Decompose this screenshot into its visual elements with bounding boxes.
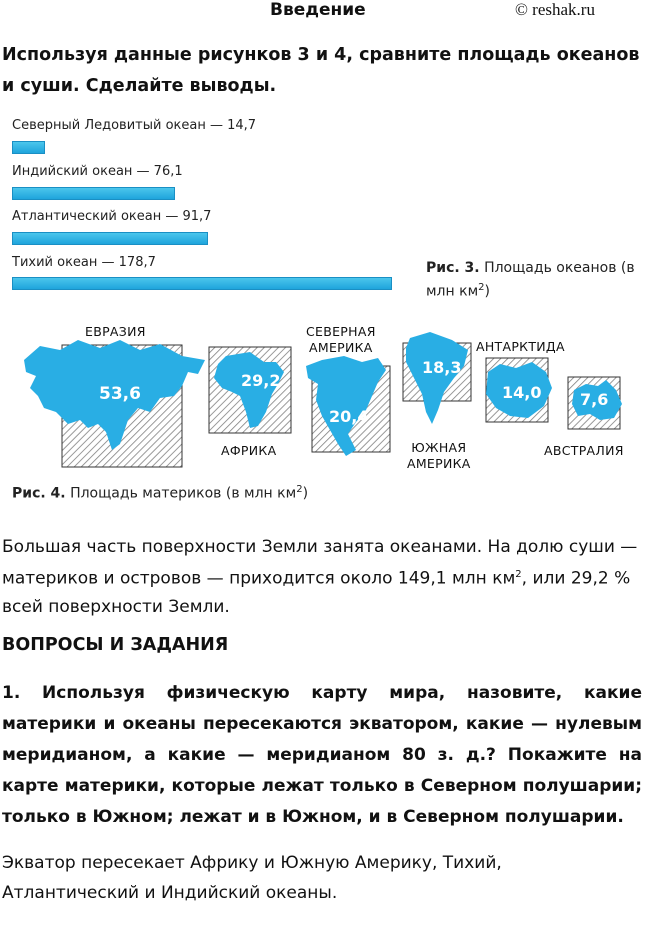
figure-4-caption-sup: 2 (296, 484, 303, 495)
continent-label-south-america-line2: АМЕРИКА (407, 456, 471, 471)
page-header-title: Введение (270, 0, 366, 20)
answer-1-sup: 2 (515, 569, 522, 580)
continent-value-australia: 7,6 (580, 390, 609, 409)
answer-1-text-end: , или 29,2 % всей поверхности Земли. (2, 568, 631, 617)
ocean-bar-arctic (12, 141, 45, 154)
task-heading: Используя данные рисунков 3 и 4, сравните площадь океанов и суши. Сделайте выводы. (2, 45, 640, 96)
ocean-label-atlantic: Атлантический океан — 91,7 (12, 209, 212, 224)
continent-value-eurasia: 53,6 (99, 384, 141, 404)
continent-label-south-america-line1: ЮЖНАЯ (411, 440, 467, 455)
ocean-bar-pacific (12, 277, 392, 290)
continent-south-america (403, 332, 471, 424)
continent-label-north-america (306, 324, 376, 356)
figure-3-caption-text: Площадь океанов (в млн км (426, 260, 635, 300)
answer-paragraph-2: Экватор пересекает Африку и Южную Америку, Тихий, Атлантический и Индийский океаны. (2, 853, 502, 903)
continent-value-africa: 29,2 (241, 371, 281, 390)
continent-label-australia: АВСТРАЛИЯ (544, 443, 624, 458)
continent-africa (209, 347, 291, 433)
continent-value-north-america: 20,4 (329, 407, 369, 426)
continent-label-south-america (407, 440, 471, 472)
answer-1-text: Большая часть поверхности Земли занята океанами. На долю суши — материков и островов — приходится около 149,1 млн км (2, 537, 638, 589)
continent-label-north-america-line1: СЕВЕРНАЯ (306, 324, 376, 339)
continent-label-africa: АФРИКА (221, 443, 277, 458)
figure-4-caption (12, 484, 308, 502)
figure-3-caption (426, 258, 646, 302)
figure-3-number: Рис. 3. (426, 260, 480, 276)
answer-paragraph-1 (2, 533, 642, 621)
site-watermark: © reshak.ru (515, 0, 595, 19)
continent-label-north-america-line2: АМЕРИКА (309, 340, 373, 355)
figure-4-number: Рис. 4. (12, 485, 66, 502)
ocean-bar-indian (12, 187, 175, 200)
ocean-label-indian: Индийский океан — 76,1 (12, 164, 183, 179)
section-title: ВОПРОСЫ И ЗАДАНИЯ (2, 635, 229, 655)
continent-label-antarctica: АНТАРКТИДА (476, 339, 565, 354)
figure-3-caption-close: ) (484, 283, 490, 300)
question-1: 1. Используя физическую карту мира, назовите, какие материки и океаны пересекаются экватором, какие — нулевым меридианом, а какие — меридианом 80 з. д.? Покажите на карте материки, которые лежат только в Северном полушарии; только в Южном; лежат и в Южном, и в Северном полушарии. (2, 683, 642, 827)
figure-4-caption-text: Площадь материков (в млн км (70, 485, 297, 502)
continent-value-south-america: 18,3 (422, 358, 462, 377)
ocean-bar-atlantic (12, 232, 208, 245)
continent-value-antarctica: 14,0 (502, 383, 542, 402)
ocean-label-arctic: Северный Ледовитый океан — 14,7 (12, 118, 257, 133)
ocean-label-pacific: Тихий океан — 178,7 (12, 255, 156, 270)
continent-label-eurasia: ЕВРАЗИЯ (85, 324, 146, 339)
continent-north-america (306, 356, 390, 456)
figure-3-caption-sup: 2 (478, 282, 485, 293)
figure-4-caption-close: ) (302, 485, 309, 502)
